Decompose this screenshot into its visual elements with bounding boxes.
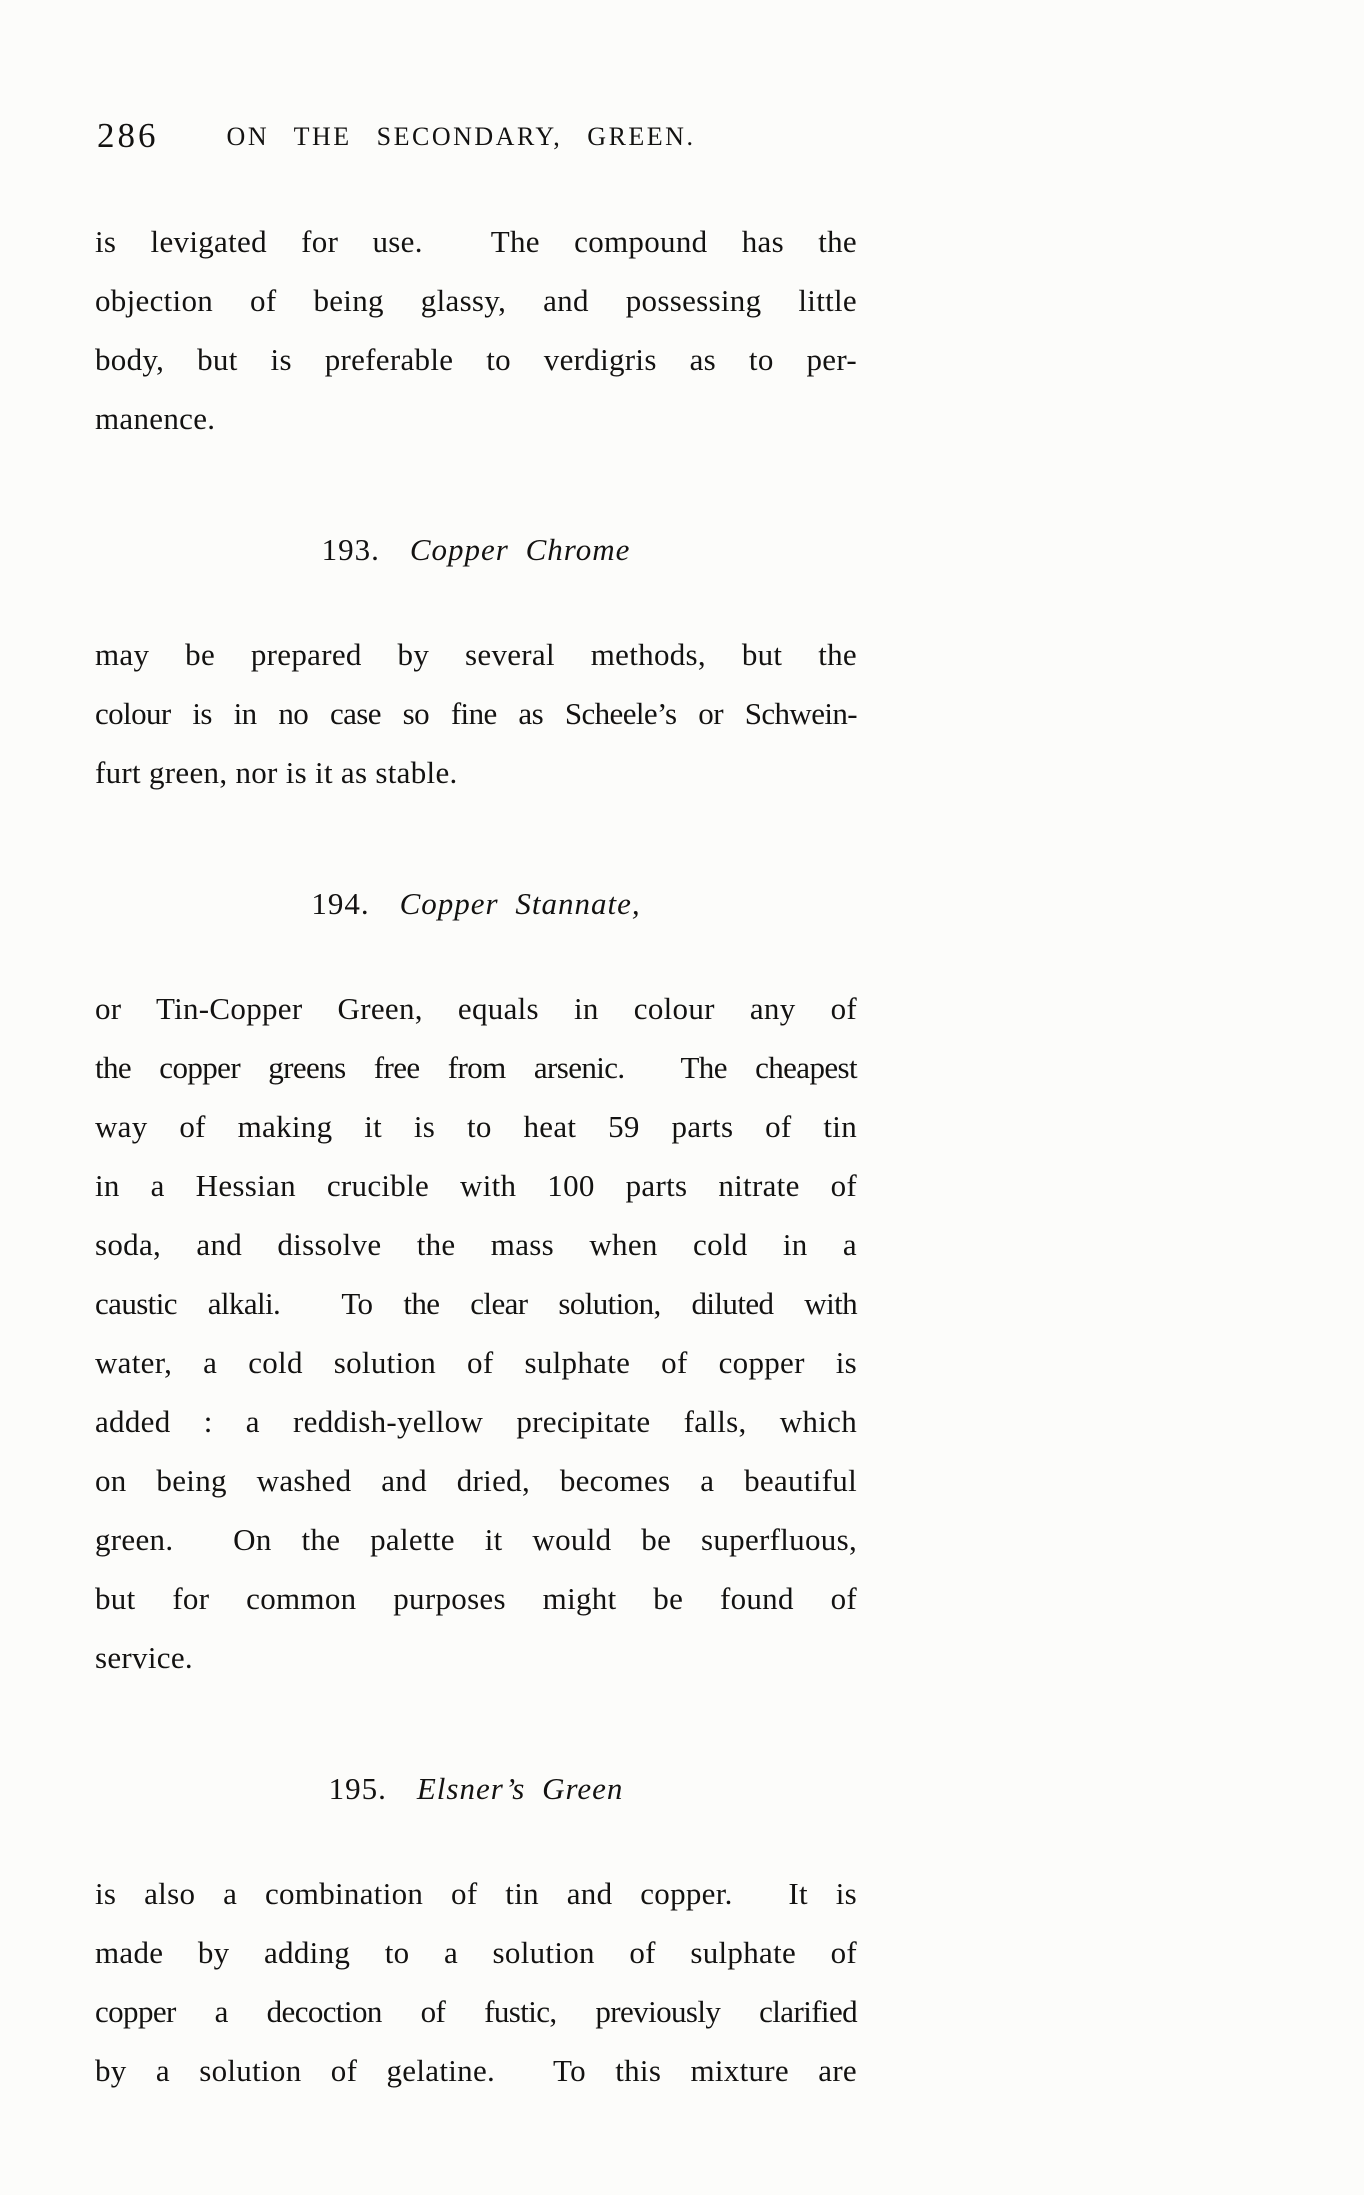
text-line: added : a reddish-yellow precipitate falls, which bbox=[95, 1404, 857, 1439]
text-line: made by adding to a solution of sulphate of bbox=[95, 1935, 857, 1970]
page-number: 286 bbox=[97, 116, 159, 155]
text-line: soda, and dissolve the mass when cold in a bbox=[95, 1227, 857, 1262]
text-line: on being washed and dried, becomes a beautiful bbox=[95, 1463, 857, 1498]
text-line: caustic alkali. To the clear solution, diluted with bbox=[95, 1286, 857, 1321]
text-line: objection of being glassy, and possessing little bbox=[95, 283, 857, 318]
text-line: green. On the palette it would be superfluous, bbox=[95, 1522, 857, 1557]
section-heading bbox=[95, 874, 857, 933]
section-title: Copper Chrome bbox=[409, 532, 631, 567]
section-number: 194. bbox=[311, 886, 370, 921]
text-line: in a Hessian crucible with 100 parts nitrate of bbox=[95, 1168, 857, 1203]
paragraph bbox=[95, 979, 857, 1687]
text-line: by a solution of gelatine. To this mixture are bbox=[95, 2053, 857, 2088]
text-line: furt green, nor is it as stable. bbox=[95, 755, 458, 790]
text-line: is levigated for use. The compound has the bbox=[95, 224, 857, 259]
text-line: is also a combination of tin and copper. It is bbox=[95, 1876, 857, 1911]
section-heading bbox=[95, 1759, 857, 1818]
running-head: ON THE SECONDARY, GREEN. bbox=[226, 122, 696, 151]
text-line: or Tin-Copper Green, equals in colour any of bbox=[95, 991, 857, 1026]
text-line: may be prepared by several methods, but the bbox=[95, 637, 857, 672]
text-line: but for common purposes might be found of bbox=[95, 1581, 857, 1616]
text-line: body, but is preferable to verdigris as to per- bbox=[95, 342, 857, 377]
text-line: colour is in no case so fine as Scheele’s or Schwein- bbox=[95, 696, 857, 731]
section-title: Copper Stannate, bbox=[399, 886, 641, 921]
text-line: way of making it is to heat 59 parts of tin bbox=[95, 1109, 857, 1144]
text-line: copper a decoction of fustic, previously clarified bbox=[95, 1994, 857, 2029]
paragraph bbox=[95, 625, 857, 802]
section-heading bbox=[95, 520, 857, 579]
paragraph bbox=[95, 212, 857, 448]
section-number: 195. bbox=[328, 1771, 387, 1806]
page-body bbox=[95, 212, 857, 2100]
section-title: Elsner’s Green bbox=[416, 1771, 624, 1806]
page-header bbox=[95, 116, 857, 162]
text-line: service. bbox=[95, 1640, 193, 1675]
text-line: the copper greens free from arsenic. The cheapest bbox=[95, 1050, 857, 1085]
text-line: manence. bbox=[95, 401, 216, 436]
paragraph bbox=[95, 1864, 857, 2100]
section-number: 193. bbox=[321, 532, 380, 567]
text-line: water, a cold solution of sulphate of copper is bbox=[95, 1345, 857, 1380]
